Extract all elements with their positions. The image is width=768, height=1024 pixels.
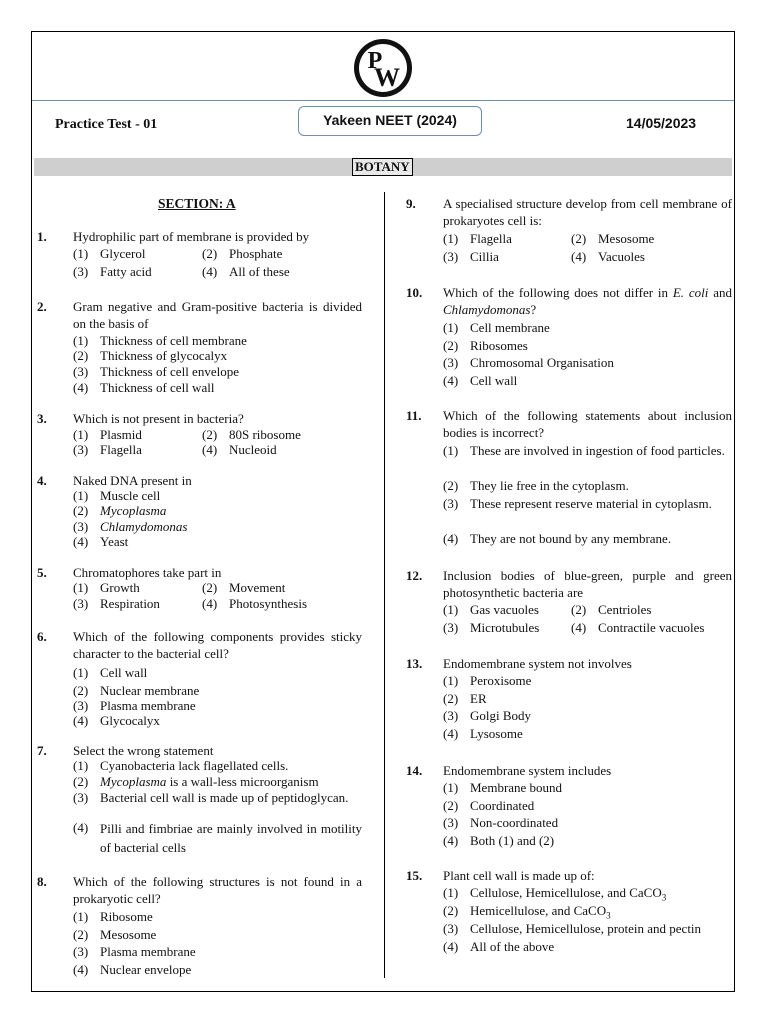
option-4: (4) Pilli and fimbriae are mainly involved in motility of bacterial cells: [73, 820, 362, 855]
pw-logo: [353, 38, 413, 98]
question-9: 9. A specialised structure develop from cell membrane of prokaryotes cell is: (1) Flagella (2) Mesosome (3) Cillia (4) Vacuoles: [406, 196, 732, 264]
question-number: 2.: [37, 299, 47, 314]
question-4: 4. Naked DNA present in (1) Muscle cell (2) Mycoplasma (3) Chlamydomonas (4) Yeast: [37, 472, 362, 552]
option-1: (1) These are involved in ingestion of food particles.: [443, 443, 725, 458]
question-stem: Which of the following does not differ in E. coli and Chlamydomonas?: [443, 285, 732, 317]
question-stem: Hydrophilic part of membrane is provided by: [73, 229, 310, 244]
question-stem: Which of the following structures is not found in a prokaryotic cell?: [73, 874, 362, 906]
question-number: 3.: [37, 411, 47, 426]
question-10: 10. Which of the following does not differ in E. coli and Chlamydomonas? (1) Cell membrane (2) Ribosomes (3) Chromosomal Organisation (4) Cell wall: [406, 285, 732, 388]
question-stem: Endomembrane system includes: [443, 763, 612, 778]
question-stem: Select the wrong statement: [73, 743, 214, 758]
question-8: 8. Which of the following structures is not found in a prokaryotic cell? (1) Ribosome (2) Mesosome (3) Plasma membrane (4) Nuclear envelope: [37, 874, 362, 977]
question-11: 11. Which of the following statements about inclusion bodies is incorrect? (1) These are involved in ingestion of food particles. (2) They lie free in the cytoplasm. (3) These represent reserve material in cytoplasm. (4) They are not bound by any membrane.: [406, 408, 732, 546]
question-number: 6.: [37, 629, 47, 644]
question-number: 14.: [406, 763, 423, 778]
column-divider: [384, 192, 385, 978]
practice-test-label: Practice Test - 01: [55, 117, 158, 132]
subject-title: BOTANY: [352, 158, 413, 176]
question-stem: Which of the following components provides sticky character to the bacterial cell?: [73, 629, 362, 661]
question-number: 9.: [406, 196, 416, 211]
question-7: 7. Select the wrong statement (1) Cyanobacteria lack flagellated cells. (2) Mycoplasma is a wall-less microorganism (3) Bacterial cell wall is made up of peptidoglycan. (4) Pilli and fimbriae are mainly involved in motility of bacterial cells: [37, 743, 362, 855]
question-12: 12. Inclusion bodies of blue-green, purple and green photosynthetic bacteria are (1) Gas vacuoles (2) Centrioles (3) Microtubules (4) Contractile vacuoles: [406, 568, 732, 635]
question-stem: Chromatophores take part in: [73, 565, 222, 580]
question-number: 4.: [37, 473, 47, 488]
question-number: 10.: [406, 285, 423, 300]
question-stem: Endomembrane system not involves: [443, 656, 632, 671]
question-stem: Gram negative and Gram-positive bacteria is divided on the basis of: [73, 299, 362, 331]
subject-bar: [34, 158, 732, 176]
logo-letter-p: P: [367, 48, 383, 74]
question-14: 14. Endomembrane system includes (1) Membrane bound (2) Coordinated (3) Non-coordinated (4) Both (1) and (2): [406, 762, 732, 852]
section-title: SECTION: A: [158, 196, 236, 211]
option-3: (3) These represent reserve material in cytoplasm.: [443, 496, 712, 511]
question-6: 6. Which of the following components provides sticky character to the bacterial cell? (1) Cell wall (2) Nuclear membrane (3) Plasma membrane (4) Glycocalyx: [37, 629, 362, 728]
question-15: 15. Plant cell wall is made up of: (1) Cellulose, Hemicellulose, and CaCO$_3$ (2) Hemicellulose, and CaCO$_3$ (3) Cellulose, Hemicellulose, protein and pectin (4) All of the above: [406, 867, 732, 957]
question-5: 5. Chromatophores take part in (1) Growth (2) Movement (3) Respiration (4) Photosynthesis: [37, 564, 362, 614]
question-stem: Which of the following statements about inclusion bodies is incorrect?: [443, 408, 732, 440]
question-stem: Which is not present in bacteria?: [73, 411, 244, 426]
question-stem: Inclusion bodies of blue-green, purple and green photosynthetic bacteria are: [443, 568, 732, 600]
question-stem: A specialised structure develop from cell membrane of prokaryotes cell is:: [443, 196, 732, 228]
question-number: 7.: [37, 743, 47, 758]
header-divider: [32, 100, 734, 101]
question-number: 12.: [406, 568, 423, 583]
option-3: (3) Bacterial cell wall is made up of peptidoglycan.: [73, 790, 349, 805]
logo-letter-w: W: [374, 63, 400, 92]
question-number: 11.: [406, 408, 422, 423]
question-stem: Naked DNA present in: [73, 473, 192, 488]
question-stem: Plant cell wall is made up of:: [443, 868, 595, 883]
test-date: 14/05/2023: [626, 115, 697, 131]
exam-name-box: Yakeen NEET (2024): [298, 106, 482, 136]
question-2: 2. Gram negative and Gram-positive bacteria is divided on the basis of (1) Thickness of cell membrane (2) Thickness of glycocalyx (3) Thickness of cell envelope (4) Thickness of cell wall: [37, 299, 362, 395]
question-number: 1.: [37, 229, 47, 244]
question-3: 3. Which is not present in bacteria? (1) Plasmid (2) 80S ribosome (3) Flagella (4) Nucleoid: [37, 410, 362, 460]
question-number: 5.: [37, 565, 47, 580]
question-number: 8.: [37, 874, 47, 889]
question-number: 15.: [406, 868, 423, 883]
question-number: 13.: [406, 656, 423, 671]
question-1: 1. Hydrophilic part of membrane is provided by (1) Glycerol (2) Phosphate (3) Fatty acid (4) All of these: [37, 228, 362, 288]
question-13: 13. Endomembrane system not involves (1) Peroxisome (2) ER (3) Golgi Body (4) Lysosome: [406, 655, 732, 745]
